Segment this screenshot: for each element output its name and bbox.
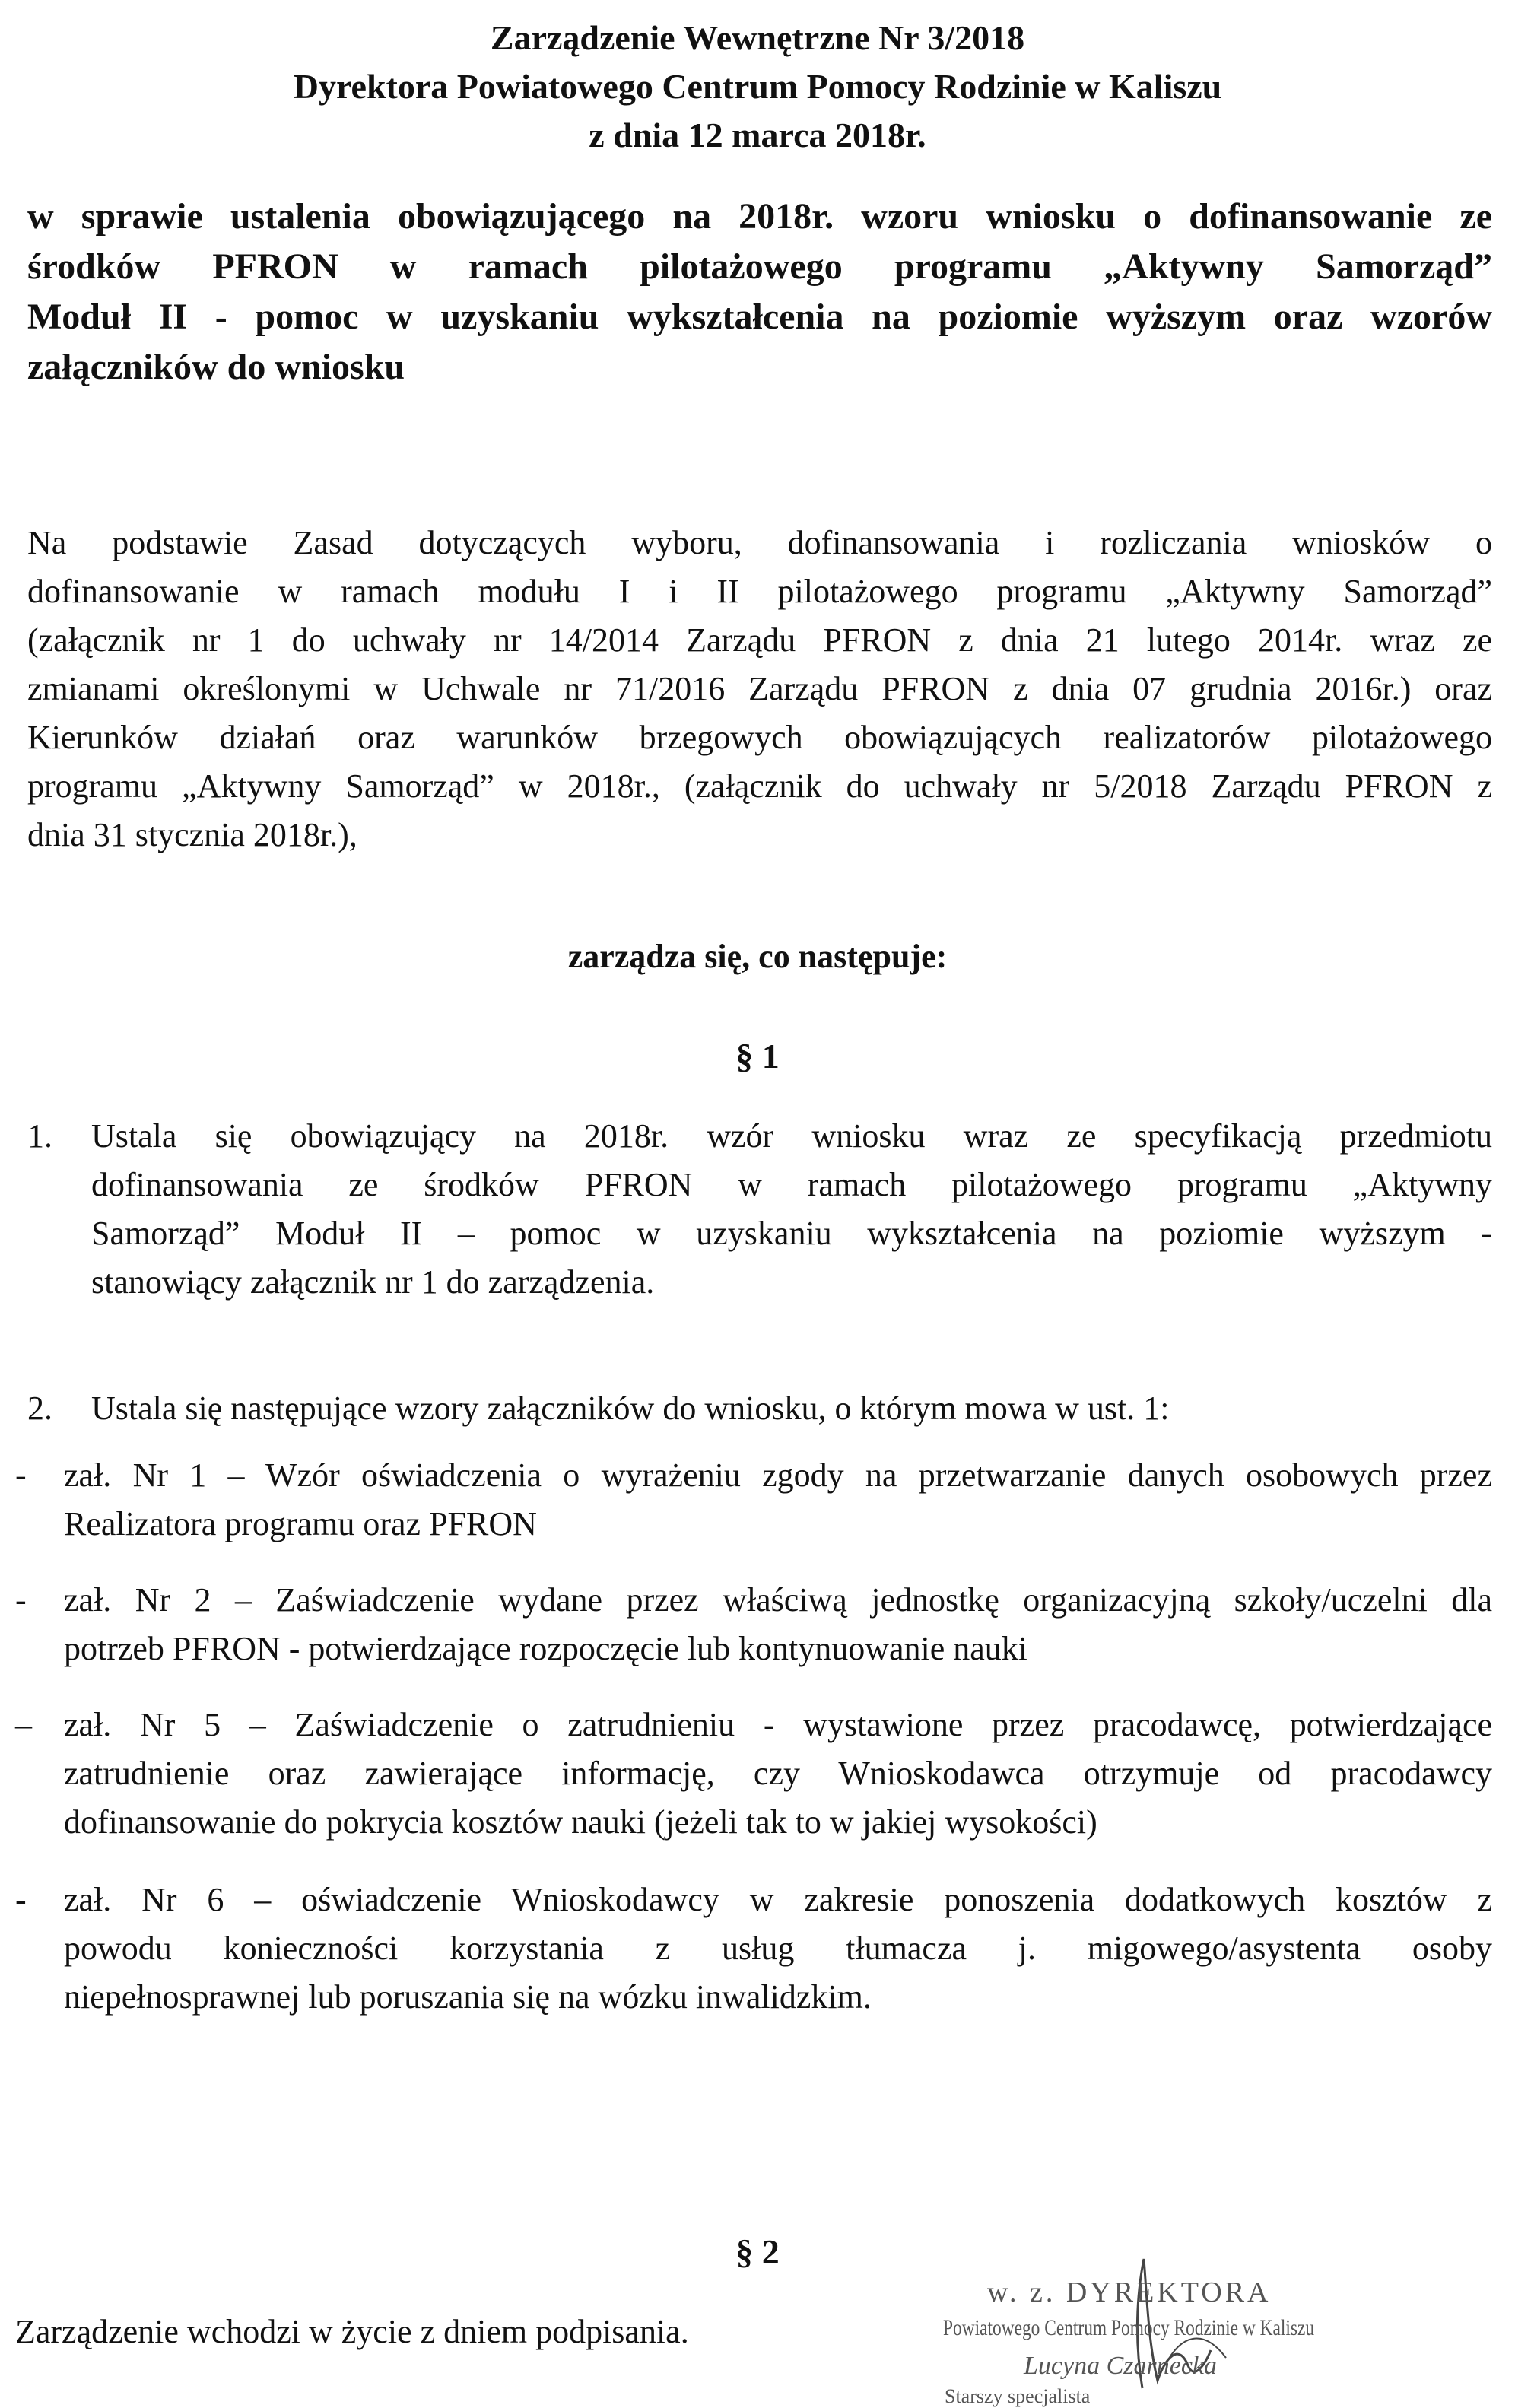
item-body <box>91 1384 1492 1433</box>
bullet-dash: - <box>15 1457 27 1494</box>
stamp-role: Starszy specjalista <box>945 2385 1091 2407</box>
orders-heading: zarządza się, co następuje: <box>567 938 948 975</box>
bullet-dash: - <box>15 1881 27 1918</box>
section-2-heading: § 2 <box>735 2232 780 2271</box>
basis-line: Na podstawie Zasad dotyczących wyboru, dofinansowania i rozliczania wniosków o <box>27 524 1492 561</box>
subject-paragraph <box>27 192 1492 392</box>
basis-line: programu „Aktywny Samorząd” w 2018r., (załącznik do uchwały nr 5/2018 Zarządu PFRON z <box>27 767 1492 805</box>
item-body <box>91 1112 1492 1307</box>
stamp-name: Lucyna Czarnecka <box>1024 2352 1218 2380</box>
subject-line: załączników do wniosku <box>27 347 405 387</box>
subject-line: środków PFRON w ramach pilotażowego programu „Aktywny Samorząd” <box>27 246 1492 287</box>
item-line: Ustala się obowiązujący na 2018r. wzór wniosku wraz ze specyfikacją przedmiotu <box>91 1117 1492 1155</box>
item-line: Ustala się następujące wzory załączników do wniosku, o którym mowa w ust. 1: <box>91 1390 1170 1427</box>
basis-line: dofinansowanie w ramach modułu I i II pilotażowego programu „Aktywny Samorząd” <box>27 573 1492 610</box>
bullet-line: Realizatora programu oraz PFRON <box>64 1505 537 1542</box>
director-stamp <box>937 2251 1469 2407</box>
bullet-body <box>64 1876 1492 2022</box>
basis-line: (załącznik nr 1 do uchwały nr 14/2014 Zarządu PFRON z dnia 21 lutego 2014r. wraz ze <box>27 621 1492 659</box>
stamp-title: w. z. DYREKTORA <box>987 2276 1272 2308</box>
subject-line: Moduł II - pomoc w uzyskaniu wykształcenia na poziomie wyższym oraz wzorów <box>27 297 1492 337</box>
bullet-line: potrzeb PFRON - potwierdzające rozpoczęcie lub kontynuowanie nauki <box>64 1630 1028 1667</box>
bullet-line: zał. Nr 6 – oświadczenie Wnioskodawcy w zakresie ponoszenia dodatkowych kosztów z <box>64 1881 1492 1918</box>
header-title: Zarządzenie Wewnętrzne Nr 3/2018 <box>490 18 1025 57</box>
item-number: 2. <box>27 1390 52 1427</box>
bullet-line: zał. Nr 2 – Zaświadczenie wydane przez właściwą jednostkę organizacyjną szkoły/uczelni dla <box>64 1581 1492 1619</box>
bullet-dash: – <box>15 1706 32 1743</box>
basis-line: Kierunków działań oraz warunków brzegowych obowiązujących realizatorów pilotażowego <box>27 719 1492 756</box>
header-date: z dnia 12 marca 2018r. <box>589 116 926 154</box>
bullet-line: zatrudnienie oraz zawierające informację, czy Wnioskodawca otrzymuje od pracodawcy <box>64 1755 1492 1792</box>
basis-line: dnia 31 stycznia 2018r.), <box>27 816 357 853</box>
stamp-organization: Powiatowego Centrum Pomocy Rodzinie w Kaliszu <box>943 2315 1315 2340</box>
document-header <box>0 14 1515 160</box>
legal-basis-paragraph <box>27 519 1492 859</box>
effective-date-text: Zarządzenie wchodzi w życie z dniem podpisania. <box>15 2313 689 2350</box>
header-issuer: Dyrektora Powiatowego Centrum Pomocy Rodzinie w Kaliszu <box>293 67 1222 106</box>
bullet-line: powodu konieczności korzystania z usług tłumacza j. migowego/asystenta osoby <box>64 1930 1492 1967</box>
basis-line: zmianami określonymi w Uchwale nr 71/2016 Zarządu PFRON z dnia 07 grudnia 2016r.) oraz <box>27 670 1492 707</box>
bullet-body <box>64 1576 1492 1673</box>
bullet-line: zał. Nr 5 – Zaświadczenie o zatrudnieniu - wystawione przez pracodawcę, potwierdzające <box>64 1706 1492 1743</box>
bullet-body <box>64 1701 1492 1847</box>
item-line: Samorząd” Moduł II – pomoc w uzyskaniu wykształcenia na poziomie wyższym - <box>91 1215 1492 1252</box>
bullet-line: zał. Nr 1 – Wzór oświadczenia o wyrażeniu zgody na przetwarzanie danych osobowych przez <box>64 1457 1492 1494</box>
subject-line: w sprawie ustalenia obowiązującego na 2018r. wzoru wniosku o dofinansowanie ze <box>27 196 1492 237</box>
bullet-dash: - <box>15 1581 27 1619</box>
bullet-line: niepełnosprawnej lub poruszania się na wózku inwalidzkim. <box>64 1978 872 2016</box>
item-line: dofinansowania ze środków PFRON w ramach pilotażowego programu „Aktywny <box>91 1166 1492 1203</box>
section-1-heading: § 1 <box>735 1037 780 1075</box>
item-number: 1. <box>27 1117 52 1155</box>
bullet-line: dofinansowanie do pokrycia kosztów nauki (jeżeli tak to w jakiej wysokości) <box>64 1803 1097 1841</box>
item-line: stanowiący załącznik nr 1 do zarządzenia. <box>91 1263 655 1301</box>
bullet-body <box>64 1451 1492 1549</box>
